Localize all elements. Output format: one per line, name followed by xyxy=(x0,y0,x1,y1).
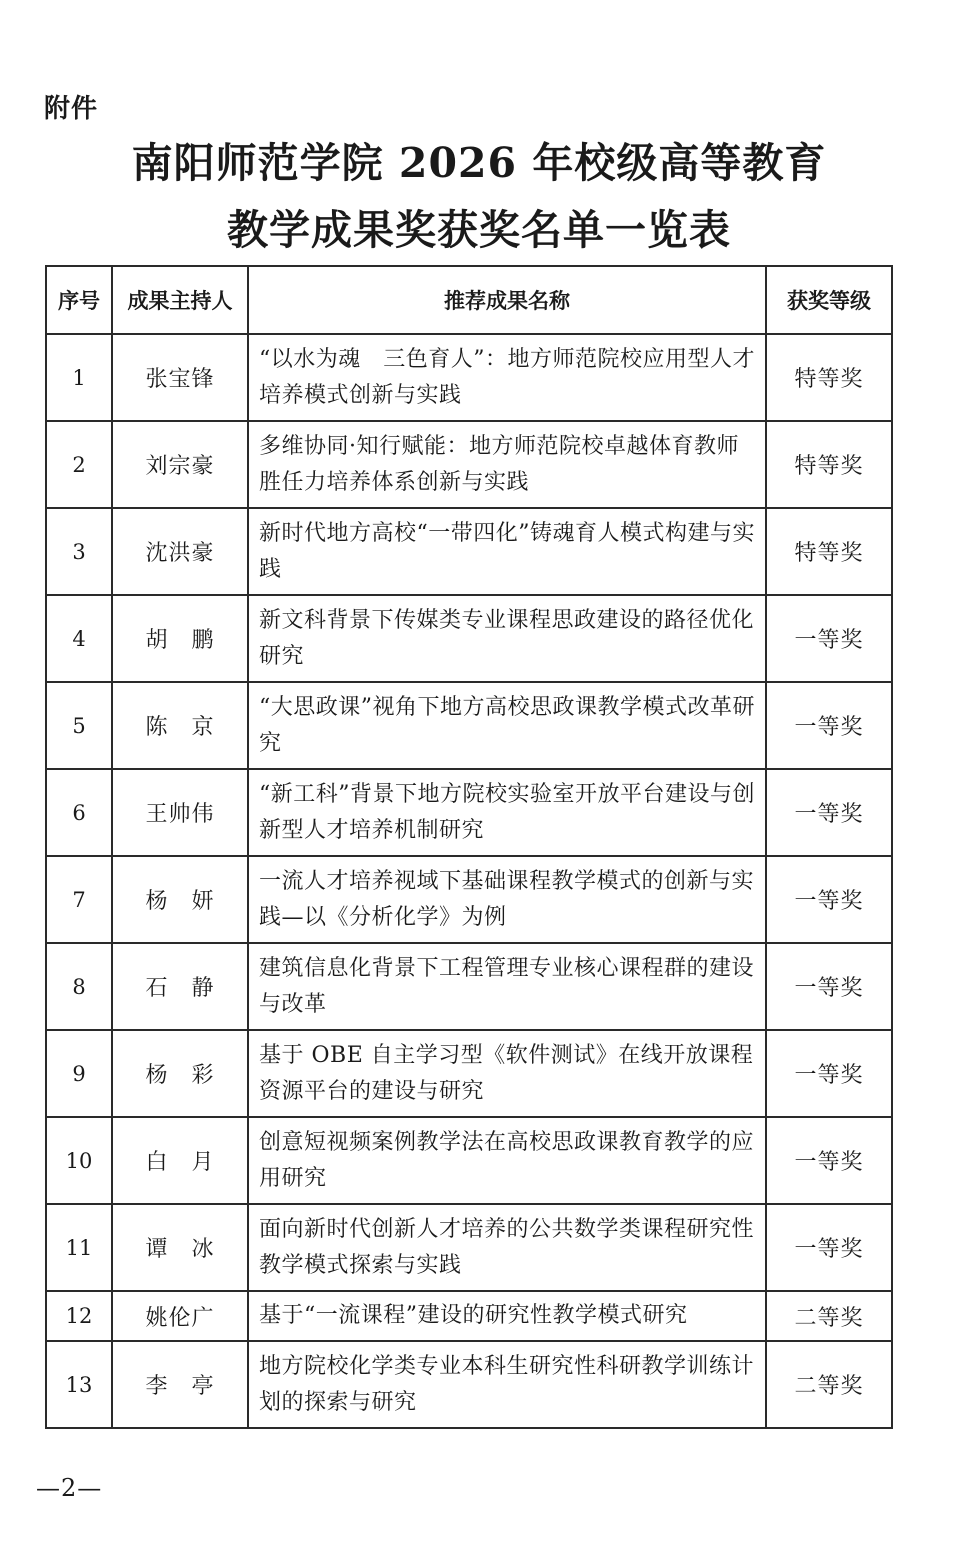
table-row xyxy=(46,682,892,769)
row-achievement-name: 基于 OBE 自主学习型《软件测试》在线开放课程资源平台的建设与研究 xyxy=(248,1030,766,1117)
row-host: 沈洪豪 xyxy=(112,508,248,595)
table-row xyxy=(46,595,892,682)
row-award-level: 一等奖 xyxy=(766,856,892,943)
page-number: —2— xyxy=(36,1474,103,1502)
table-header-row xyxy=(46,266,892,334)
row-award-level: 一等奖 xyxy=(766,595,892,682)
row-achievement-name: 基于“一流课程”建设的研究性教学模式研究 xyxy=(248,1291,766,1341)
table-row xyxy=(46,334,892,421)
row-serial-number: 2 xyxy=(46,421,112,508)
row-host: 李 亭 xyxy=(112,1341,248,1428)
row-achievement-name: 新时代地方高校“一带四化”铸魂育人模式构建与实践 xyxy=(248,508,766,595)
table-row xyxy=(46,856,892,943)
row-achievement-name: 新文科背景下传媒类专业课程思政建设的路径优化研究 xyxy=(248,595,766,682)
row-serial-number: 6 xyxy=(46,769,112,856)
row-award-level: 二等奖 xyxy=(766,1341,892,1428)
row-host: 张宝锋 xyxy=(112,334,248,421)
header-award-level: 获奖等级 xyxy=(766,266,892,334)
row-award-level: 一等奖 xyxy=(766,1030,892,1117)
row-host: 陈 京 xyxy=(112,682,248,769)
row-achievement-name: 创意短视频案例教学法在高校思政课教育教学的应用研究 xyxy=(248,1117,766,1204)
row-serial-number: 11 xyxy=(46,1204,112,1291)
row-host: 刘宗豪 xyxy=(112,421,248,508)
row-achievement-name: 建筑信息化背景下工程管理专业核心课程群的建设与改革 xyxy=(248,943,766,1030)
row-award-level: 二等奖 xyxy=(766,1291,892,1341)
header-achievement-name: 推荐成果名称 xyxy=(248,266,766,334)
row-serial-number: 9 xyxy=(46,1030,112,1117)
document-title-line-2: 教学成果奖获奖名单一览表 xyxy=(227,206,731,254)
row-host: 杨 彩 xyxy=(112,1030,248,1117)
row-host: 杨 妍 xyxy=(112,856,248,943)
row-host: 姚伦广 xyxy=(112,1291,248,1341)
table-row xyxy=(46,1291,892,1341)
table-row xyxy=(46,1341,892,1428)
row-award-level: 特等奖 xyxy=(766,421,892,508)
row-award-level: 一等奖 xyxy=(766,682,892,769)
row-achievement-name: “新工科”背景下地方院校实验室开放平台建设与创新型人才培养机制研究 xyxy=(248,769,766,856)
row-serial-number: 8 xyxy=(46,943,112,1030)
header-host: 成果主持人 xyxy=(112,266,248,334)
table-row xyxy=(46,1030,892,1117)
header-serial-number: 序号 xyxy=(46,266,112,334)
row-award-level: 一等奖 xyxy=(766,943,892,1030)
row-award-level: 一等奖 xyxy=(766,769,892,856)
row-host: 王帅伟 xyxy=(112,769,248,856)
row-serial-number: 3 xyxy=(46,508,112,595)
attachment-label: 附件 xyxy=(44,94,99,124)
row-host: 白 月 xyxy=(112,1117,248,1204)
row-serial-number: 13 xyxy=(46,1341,112,1428)
row-achievement-name: “以水为魂 三色育人”：地方师范院校应用型人才培养模式创新与实践 xyxy=(248,334,766,421)
table-row xyxy=(46,769,892,856)
table-row xyxy=(46,421,892,508)
row-award-level: 一等奖 xyxy=(766,1117,892,1204)
row-serial-number: 12 xyxy=(46,1291,112,1341)
row-achievement-name: 一流人才培养视域下基础课程教学模式的创新与实践—以《分析化学》为例 xyxy=(248,856,766,943)
award-list-table xyxy=(45,265,893,1429)
row-achievement-name: “大思政课”视角下地方高校思政课教学模式改革研究 xyxy=(248,682,766,769)
row-achievement-name: 多维协同·知行赋能：地方师范院校卓越体育教师胜任力培养体系创新与实践 xyxy=(248,421,766,508)
row-award-level: 一等奖 xyxy=(766,1204,892,1291)
row-serial-number: 4 xyxy=(46,595,112,682)
table-row xyxy=(46,508,892,595)
row-achievement-name: 面向新时代创新人才培养的公共数学类课程研究性教学模式探索与实践 xyxy=(248,1204,766,1291)
table-row xyxy=(46,1204,892,1291)
row-serial-number: 10 xyxy=(46,1117,112,1204)
document-title-line-1: 南阳师范学院 2026 年校级高等教育 xyxy=(131,139,827,187)
row-serial-number: 5 xyxy=(46,682,112,769)
row-host: 石 静 xyxy=(112,943,248,1030)
row-host: 谭 冰 xyxy=(112,1204,248,1291)
row-serial-number: 7 xyxy=(46,856,112,943)
row-achievement-name: 地方院校化学类专业本科生研究性科研教学训练计划的探索与研究 xyxy=(248,1341,766,1428)
row-host: 胡 鹏 xyxy=(112,595,248,682)
row-award-level: 特等奖 xyxy=(766,334,892,421)
table-row xyxy=(46,1117,892,1204)
row-award-level: 特等奖 xyxy=(766,508,892,595)
row-serial-number: 1 xyxy=(46,334,112,421)
table-row xyxy=(46,943,892,1030)
